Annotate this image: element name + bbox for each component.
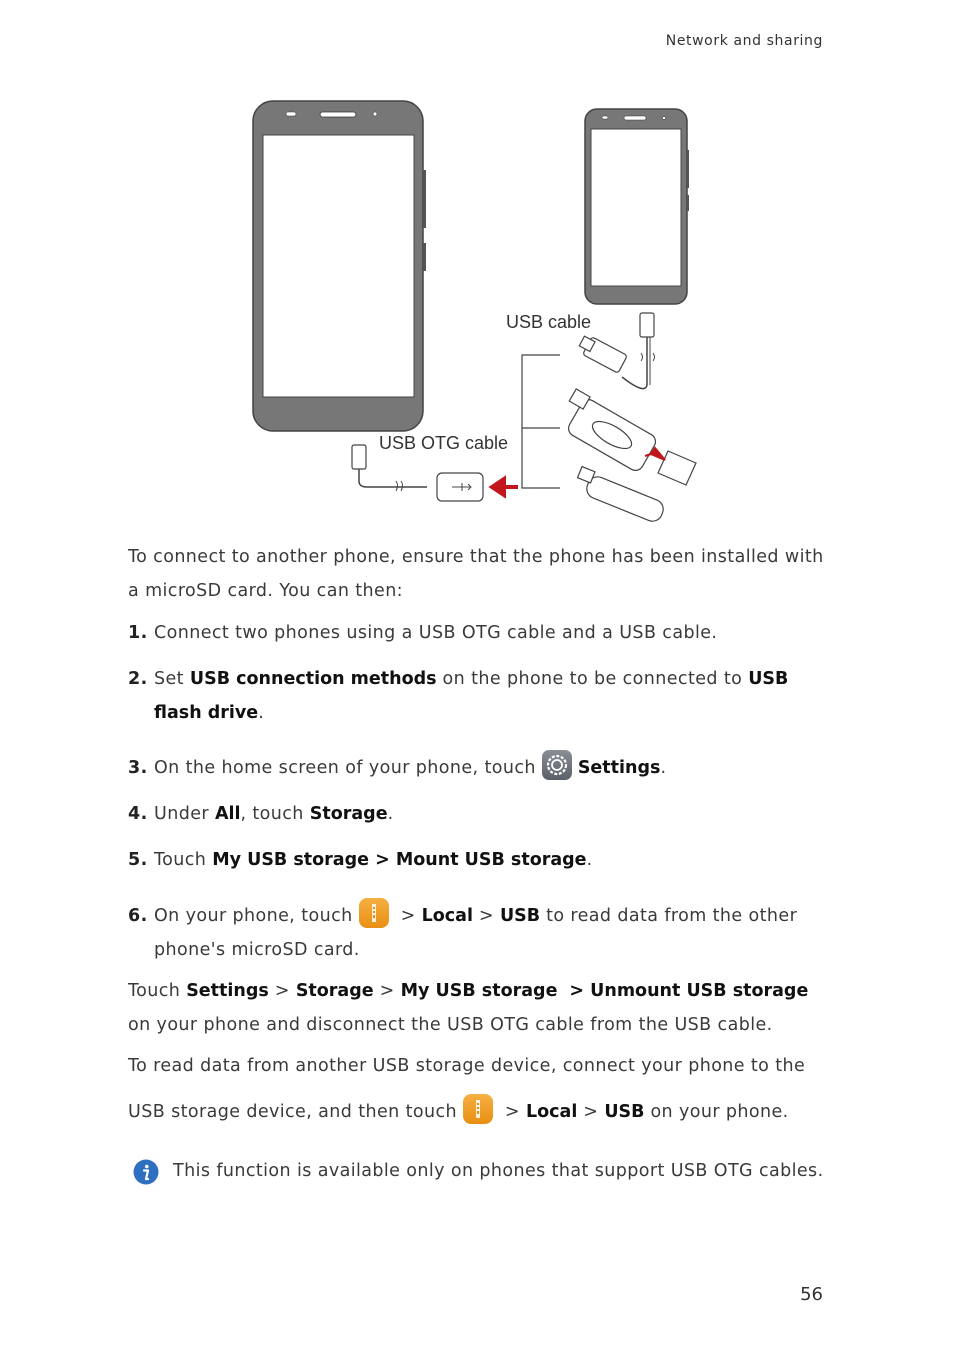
storage-term: Storage [309, 804, 388, 824]
step-2 [128, 662, 828, 730]
mount-usb-storage-path: My USB storage > Mount USB storage [212, 850, 587, 870]
all-term: All [214, 804, 241, 824]
insert-arrow-large [492, 479, 518, 495]
note-text: This function is available only on phones that support USB OTG cables. [173, 1161, 824, 1181]
step-text: Under All, touch Storage. [154, 804, 394, 824]
settings-icon [542, 750, 572, 780]
other-device-line-1: To read data from another USB storage device, connect your phone to the [128, 1056, 806, 1076]
usb-cable-label: USB cable [506, 312, 592, 332]
usb-otg-cable-label: USB OTG cable [379, 433, 509, 453]
section-header: Network and sharing [665, 33, 823, 49]
settings-term: Settings [577, 758, 661, 778]
files-icon [463, 1094, 493, 1124]
step-text: On the home screen of your phone, touch Settings. [154, 751, 828, 785]
other-device-line-2: USB storage device, and then touch > Local > USB on your phone. [128, 1095, 828, 1129]
step-number: 2. [128, 669, 148, 689]
usb-flash-drive-term: USB flash drive [154, 669, 789, 723]
card-reader-illustration [566, 389, 659, 473]
usb-flash-drive-illustration [578, 467, 667, 525]
connection-diagram [240, 95, 720, 535]
step-number: 1. [128, 623, 148, 643]
usb-term: USB [604, 1102, 645, 1122]
usb-term: USB [499, 906, 541, 926]
local-term: Local [525, 1102, 578, 1122]
step-number: 3. [128, 758, 148, 778]
step-text: Touch My USB storage > Mount USB storage. [154, 850, 593, 870]
step-number: 5. [128, 850, 148, 870]
phone-right-illustration [585, 109, 689, 304]
usb-connection-methods-term: USB connection methods [189, 669, 437, 689]
step-6 [128, 899, 828, 967]
step-text: Set USB connection methods on the phone to be connected to USB flash drive. [154, 669, 789, 723]
step-number: 4. [128, 804, 148, 824]
info-icon [133, 1159, 159, 1185]
intro-paragraph: To connect to another phone, ensure that the phone has been installed with a microSD card. You can then: [128, 547, 824, 601]
microsd-card-illustration [658, 451, 696, 485]
page-number: 56 [800, 1284, 823, 1305]
phone-left-illustration [253, 101, 426, 431]
step-4 [128, 797, 828, 831]
step-5 [128, 843, 828, 877]
connector-bracket [522, 355, 560, 488]
files-icon [359, 898, 389, 928]
unmount-paragraph: Touch Settings > Storage > My USB storage > Unmount USB storage on your phone and disconnect the USB OTG cable from the USB cable. [128, 981, 809, 1035]
usb-otg-connection-figure [240, 95, 720, 535]
step-text: Connect two phones using a USB OTG cable and a USB cable. [154, 623, 718, 643]
step-text: On your phone, touch > Local > USB to read data from the other phone's microSD card. [154, 899, 828, 967]
local-term: Local [421, 906, 473, 926]
step-number: 6. [128, 906, 148, 926]
step-3 [128, 751, 828, 785]
step-1 [128, 616, 828, 650]
